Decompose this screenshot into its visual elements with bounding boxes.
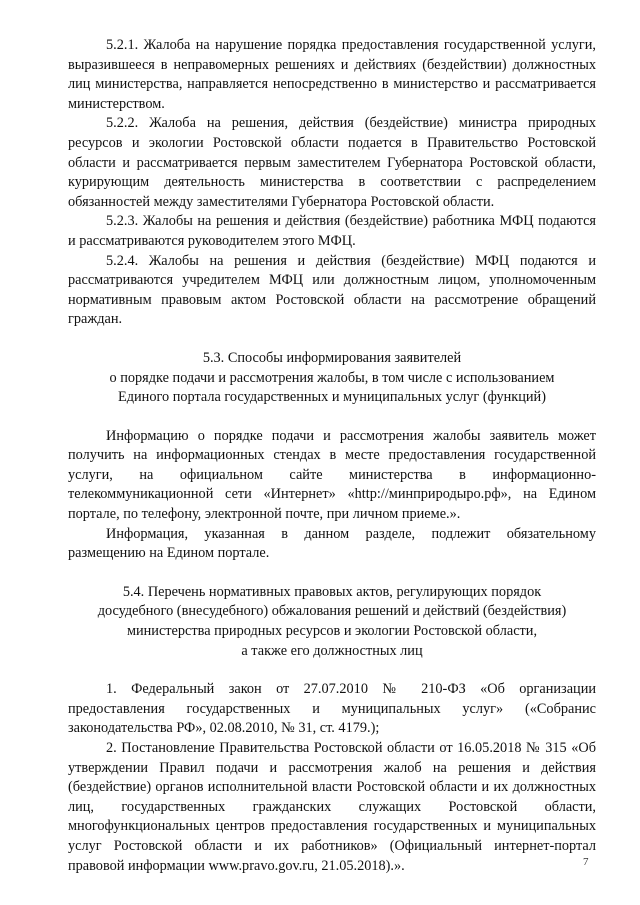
paragraph-5-2-4: 5.2.4. Жалобы на решения и действия (бездействие) МФЦ подаются и рассматриваются учредителем МФЦ или должностным лицом, уполномоченным нормативным правовым актом Ростовской области на рассмотрение обращений граждан. bbox=[68, 252, 596, 328]
section-heading-line: о порядке подачи и рассмотрения жалобы, в том числе с использованием bbox=[109, 369, 555, 386]
section-heading-line: министерства природных ресурсов и экологии Ростовской области, bbox=[126, 623, 538, 640]
legal-act-item-2: 2. Постановление Правительства Ростовской области от 16.05.2018 № 315 «Об утверждении Правил подачи и рассмотрения жалоб на решения и действия (бездействие) органов исполнительной власти Ростовской области и их должностных лиц, государственных гражданских служащих Ростовской области, многофункциональных центров предоставления государственных и муниципальных услуг Ростовской области и их работников» (Официальный интернет-портал правовой информации www.pravo.gov.ru, 21.05.2018).». bbox=[68, 740, 596, 874]
section-heading-line: 5.3. Способы информирования заявителей bbox=[202, 349, 462, 366]
section-heading-line: Единого портала государственных и муниципальных услуг (функций) bbox=[118, 389, 546, 406]
paragraph-5-2-3: 5.2.3. Жалобы на решения и действия (бездействие) работника МФЦ подаются и рассматриваются руководителем этого МФЦ. bbox=[68, 213, 596, 249]
document-body bbox=[68, 36, 596, 876]
paragraph-info-ways: Информацию о порядке подачи и рассмотрения жалобы заявитель может получить на информационных стендах в месте предоставления государственной услуги, на официальном сайте министерства в информационно-телекоммуникационной сети «Интернет» «http://минприродыро.рф», на Едином портале, по телефону, электронной почте, при личном приеме.». bbox=[68, 427, 596, 523]
legal-act-item-1: 1. Федеральный закон от 27.07.2010 № 210-ФЗ «Об организации предоставления государственных и муниципальных услуг» («Собранис законодательства РФ», 02.08.2010, № 31, ст. 4179.); bbox=[68, 681, 596, 737]
spacer bbox=[68, 564, 596, 583]
section-heading-5-3 bbox=[68, 349, 596, 408]
section-heading-line: досудебного (внесудебного) обжалования решений и действий (бездействия) bbox=[97, 603, 567, 620]
paragraph-5-2-1: 5.2.1. Жалоба на нарушение порядка предоставления государственной услуги, выразившееся в неправомерных решениях и действиях (бездействии) должностных лиц министерства, направляется непосредственно в министерство и рассматривается министерством. bbox=[68, 37, 596, 112]
spacer bbox=[68, 661, 596, 680]
paragraph-5-2-2: 5.2.2. Жалоба на решения, действия (бездействие) министра природных ресурсов и экологии Ростовской области подается в Правительство Ростовской области и рассматривается первым заместителем Губернатора Ростовской области, курирующим деятельность министерства в соответствии с распределением обязанностей между заместителями Губернатора Ростовской области. bbox=[68, 115, 596, 210]
spacer bbox=[68, 330, 596, 349]
section-heading-line: 5.4. Перечень нормативных правовых актов, регулирующих порядок bbox=[122, 583, 542, 600]
paragraph-info-placement: Информация, указанная в данном разделе, подлежит обязательному размещению на Едином портале. bbox=[68, 525, 596, 562]
page-number: 7 bbox=[583, 856, 589, 868]
section-heading-5-4 bbox=[68, 583, 596, 661]
spacer bbox=[68, 408, 596, 427]
section-heading-line: а также его должностных лиц bbox=[241, 642, 423, 659]
